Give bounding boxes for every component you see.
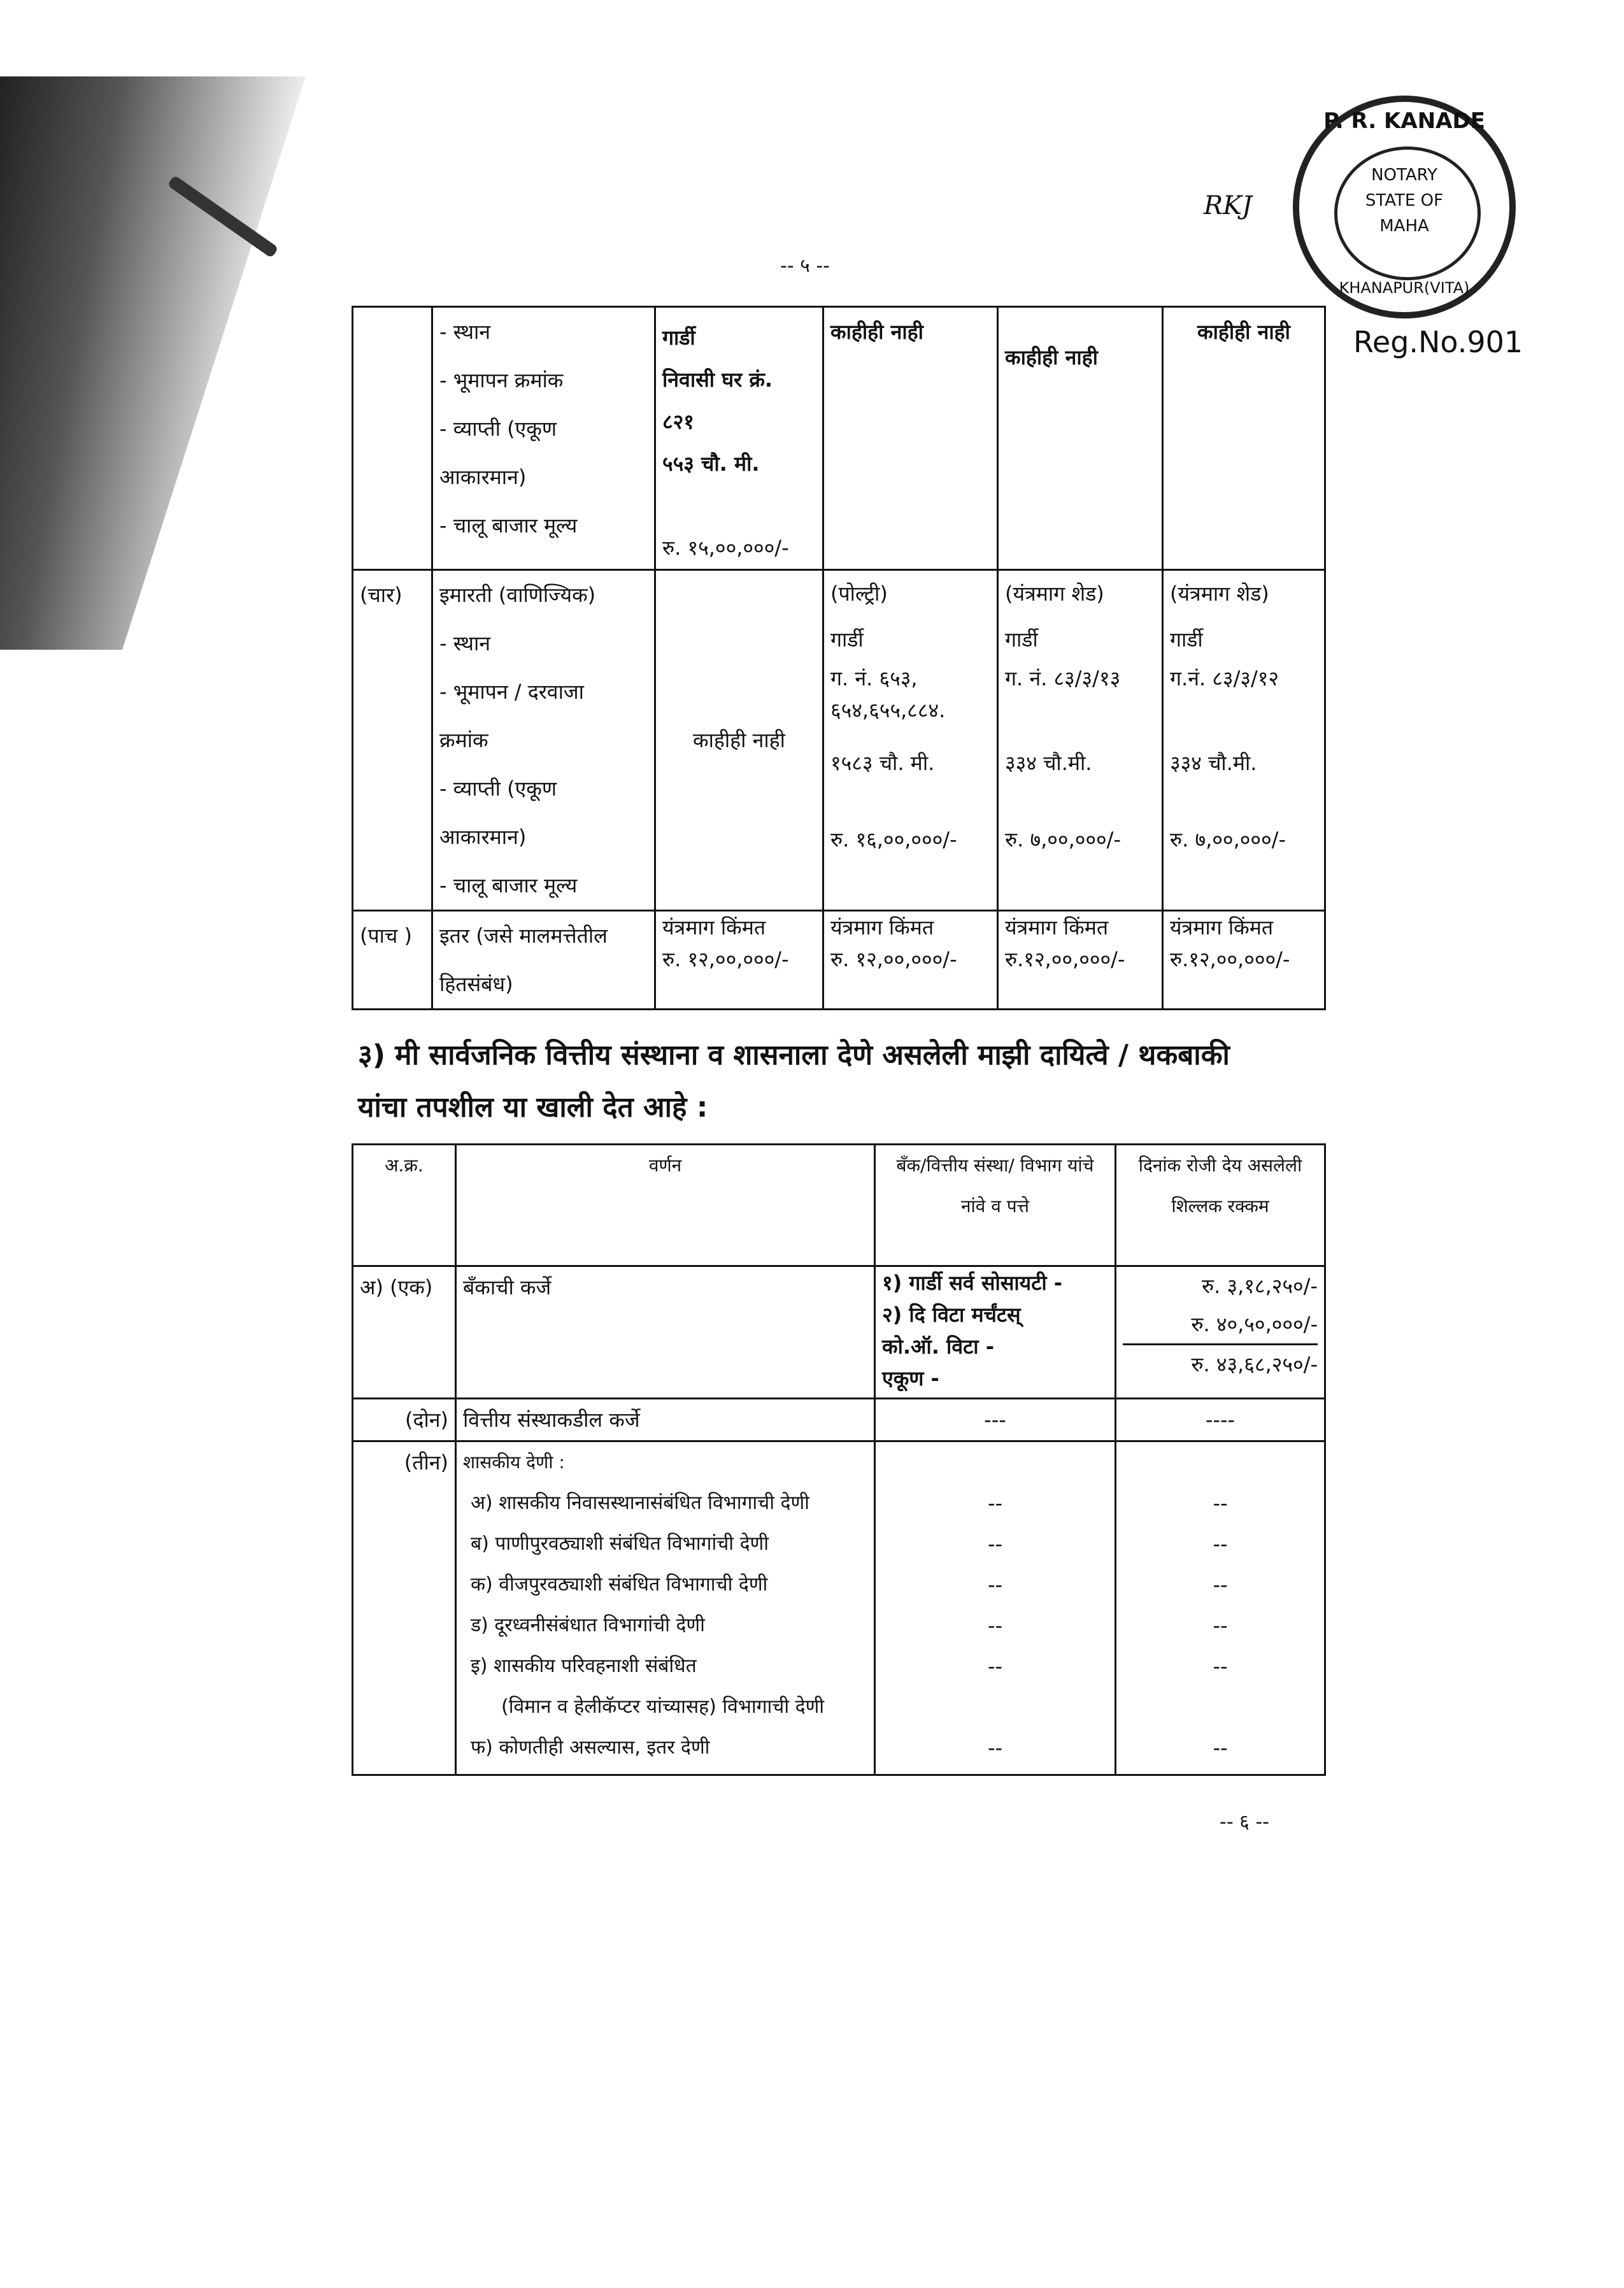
label: क्रमांक	[439, 728, 488, 752]
cell-text: रु. १५,००,०००/-	[662, 536, 789, 560]
stamp-text: NOTARY	[1371, 166, 1437, 185]
cell-text: रु. ३,१८,२५०/-	[1202, 1274, 1318, 1298]
cell-text: ग. नं. ८३/३/१३	[1005, 666, 1121, 690]
cell-text: गार्डी	[1170, 627, 1203, 652]
header-cell: दिनांक रोजी देय असलेली शिल्लक रक्कम	[1116, 1145, 1325, 1266]
cell-text: शासकीय देणी :	[463, 1452, 565, 1473]
cell: ---	[875, 1399, 1116, 1441]
cell: काहीही नाही	[998, 307, 1163, 570]
cell-text: --	[1213, 1573, 1228, 1597]
cell-text	[1123, 1687, 1318, 1727]
label: - व्याप्ती (एकूण	[439, 776, 557, 801]
row-index: अ) (एक)	[353, 1266, 456, 1399]
cell-text: यंत्रमाग किंमत	[1170, 915, 1274, 940]
row-index: (पाच )	[353, 911, 432, 1010]
label: - चालू बाजार मूल्य	[439, 513, 578, 538]
stamp-text: MAHA	[1379, 217, 1429, 236]
cell-text: रु.१२,००,०००/-	[1005, 947, 1125, 971]
cell: काहीही नाही	[823, 307, 998, 570]
label: - भूमापन क्रमांक	[439, 368, 564, 392]
cell: काहीही नाही	[1163, 307, 1325, 570]
label: इतर (जसे मालमत्तेतील	[439, 924, 608, 948]
row-labels	[432, 570, 655, 911]
row-index: (दोन)	[353, 1399, 456, 1441]
cell	[655, 307, 823, 570]
cell-text: गार्डी	[830, 627, 864, 652]
list-item: ड) दूरध्वनीसंबंधात विभागांची देणी	[471, 1614, 705, 1636]
label: आकारमान)	[439, 825, 527, 849]
cell	[998, 570, 1163, 911]
cell-text: --	[1213, 1491, 1228, 1515]
cell-text: ६५४,६५५,८८४.	[830, 698, 946, 722]
cell-text: निवासी घर क्रं.	[662, 368, 773, 392]
label: हितसंबंध)	[439, 972, 513, 996]
cell-text: यंत्रमाग किंमत	[1005, 915, 1109, 940]
liabilities-table	[352, 1143, 1326, 1776]
cell-text: गार्डी	[1005, 627, 1038, 652]
list-item: इ) शासकीय परिवहनाशी संबंधित	[471, 1655, 697, 1677]
cell-text: रु.१२,००,०००/-	[1170, 947, 1290, 971]
list-item: ब) पाणीपुरवठ्याशी संबंधित विभागांची देणी	[471, 1533, 769, 1555]
row-desc	[456, 1441, 875, 1775]
table-row	[353, 911, 1325, 1010]
row-labels	[432, 307, 655, 570]
row-index: (चार)	[353, 570, 432, 911]
cell-text: रु. १२,००,०००/-	[662, 947, 789, 971]
cell-text: एकूण -	[882, 1366, 939, 1391]
section-heading: ३) मी सार्वजनिक वित्तीय संस्थाना व शासनाला देणे असलेली माझी दायित्वे / थकबाकी	[358, 1039, 1230, 1071]
section-heading-block	[352, 1029, 1324, 1134]
scan-shadow	[0, 76, 306, 650]
cell-text: (पोल्ट्री)	[830, 582, 888, 606]
label: - चालू बाजार मूल्य	[439, 873, 578, 897]
cell-text: --	[1213, 1613, 1228, 1638]
cell-text: रु. १२,००,०००/-	[830, 947, 957, 971]
cell-text: रु. १६,००,०००/-	[830, 827, 957, 852]
cell-text: (यंत्रमाग शेड)	[1170, 582, 1269, 606]
cell-text: गार्डी	[662, 325, 695, 350]
stamp-text: KHANAPUR(VITA)	[1339, 279, 1470, 297]
cell	[1116, 1266, 1325, 1399]
cell	[875, 1441, 1116, 1775]
cell	[655, 911, 823, 1010]
cell-text: (यंत्रमाग शेड)	[1005, 582, 1104, 606]
cell-text: ३३४ चौ.मी.	[1005, 751, 1092, 775]
list-item: क) वीजपुरवठ्याशी संबंधित विभागाची देणी	[471, 1573, 768, 1596]
cell-text: --	[987, 1532, 1003, 1556]
list-item: (विमान व हेलीकॅप्टर यांच्यासह) विभागाची देणी	[501, 1696, 825, 1718]
cell-text: --	[1213, 1532, 1228, 1556]
table-row	[353, 1399, 1325, 1441]
cell-text	[882, 1687, 1108, 1727]
cell	[998, 911, 1163, 1010]
cell	[823, 570, 998, 911]
cell-text: रु. ४३,६८,२५०/-	[1191, 1352, 1318, 1376]
page-number-bottom: -- ६ --	[1220, 1811, 1269, 1833]
label: - स्थान	[439, 320, 491, 344]
cell-text: १) गार्डी सर्व सोसायटी -	[882, 1271, 1063, 1295]
cell-text: २) दि विटा मर्चंटस्	[882, 1303, 1021, 1327]
stamp-text: STATE OF	[1365, 191, 1444, 210]
table-header-row	[353, 1145, 1325, 1266]
stamp-reg-no: Reg.No.901	[1353, 325, 1523, 359]
table-row	[353, 307, 1325, 570]
cell-text: रु. ७,००,०००/-	[1170, 827, 1286, 852]
cell-text: ग. नं. ६५३,	[830, 666, 918, 690]
cell	[1116, 1441, 1325, 1775]
table-row	[353, 1266, 1325, 1399]
cell	[823, 911, 998, 1010]
cell	[875, 1266, 1116, 1399]
label: - भूमापन / दरवाजा	[439, 680, 584, 704]
row-index	[353, 307, 432, 570]
table-row	[353, 1441, 1325, 1775]
cell-text: --	[1213, 1654, 1228, 1678]
header-cell: अ.क्र.	[353, 1145, 456, 1266]
notary-stamp	[1293, 96, 1516, 318]
row-labels	[432, 911, 655, 1010]
label: इमारती (वाणिज्यिक)	[439, 583, 596, 607]
cell-text: रु. ७,००,०००/-	[1005, 827, 1121, 852]
cell-text: ग.नं. ८३/३/१२	[1170, 666, 1279, 690]
list-item: फ) कोणतीही असल्यास, इतर देणी	[471, 1736, 710, 1759]
cell-text: --	[987, 1573, 1003, 1597]
section-heading: यांचा तपशील या खाली देत आहे :	[358, 1091, 708, 1124]
cell-text: ३३४ चौ.मी.	[1170, 751, 1257, 775]
cell-text: ८२१	[662, 410, 694, 434]
cell: ----	[1116, 1399, 1325, 1441]
cell-text: यंत्रमाग किंमत	[662, 915, 766, 940]
cell	[1163, 570, 1325, 911]
label: - व्याप्ती (एकूण	[439, 417, 557, 441]
cell-text: --	[987, 1654, 1003, 1678]
page-number-top: -- ५ --	[780, 255, 830, 277]
row-desc: वित्तीय संस्थाकडील कर्जे	[456, 1399, 875, 1441]
cell	[1163, 911, 1325, 1010]
cell-text: --	[987, 1736, 1003, 1760]
label: आकारमान)	[439, 465, 527, 489]
cell-text: यंत्रमाग किंमत	[830, 915, 934, 940]
signature: RKJ	[1204, 191, 1253, 220]
row-index: (तीन)	[353, 1441, 456, 1775]
header-cell: बँक/वित्तीय संस्था/ विभाग यांचे नांवे व पत्ते	[875, 1145, 1116, 1266]
cell-text: --	[987, 1491, 1003, 1515]
row-desc: बँकाची कर्जे	[456, 1266, 875, 1399]
cell-text: --	[987, 1613, 1003, 1638]
list-item: अ) शासकीय निवासस्थानासंबंधित विभागाची देणी	[471, 1492, 809, 1514]
assets-table	[352, 306, 1326, 1010]
stamp-name: P. R. KANADE	[1323, 108, 1485, 134]
document-body	[352, 306, 1324, 1834]
cell: काहीही नाही	[655, 570, 823, 911]
cell-text: रु. ४०,५०,०००/-	[1123, 1305, 1318, 1345]
header-cell: वर्णन	[456, 1145, 875, 1266]
cell-text: को.ऑ. विटा -	[882, 1334, 994, 1359]
cell-text: १५८३ चौ. मी.	[830, 751, 935, 775]
label: - स्थान	[439, 631, 491, 655]
table-row	[353, 570, 1325, 911]
cell-text: --	[1213, 1736, 1228, 1760]
cell-text: ५५३ चौ. मी.	[662, 452, 760, 476]
